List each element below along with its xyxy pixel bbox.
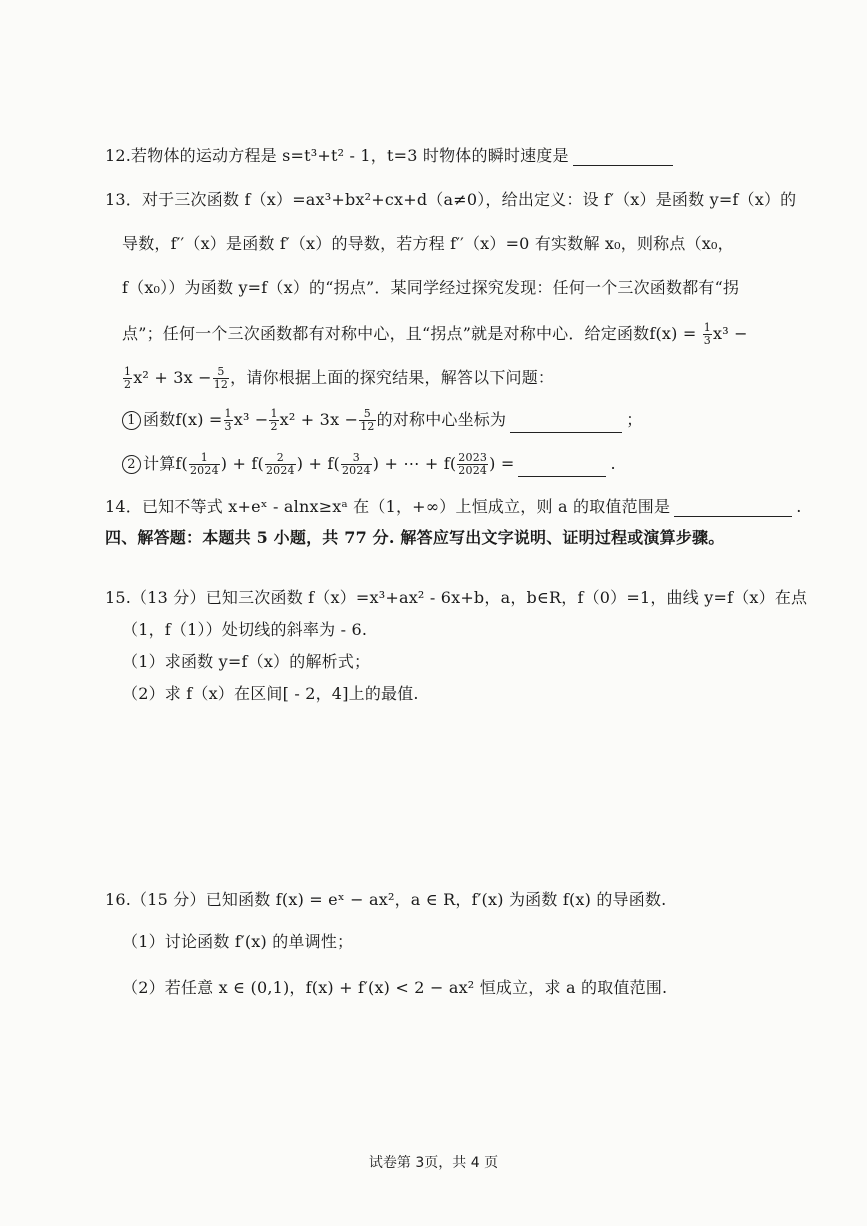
question-13-sub-2 [122,452,616,477]
question-15-part-2: （2）求 f（x）在区间[ - 2，4]上的最值. [122,684,419,703]
question-13-line-4-text: 点”；任何一个三次函数都有对称中心，且“拐点”就是对称中心．给定函数 [122,324,650,343]
punctuation: . [610,454,616,473]
math-expression: ) + f( [296,454,340,473]
math-expression: ) + f( [220,454,264,473]
circled-number: 2 [122,455,141,474]
page-footer: 试卷第 3页，共 4 页 [368,1155,499,1171]
question-16-part-1: （1）讨论函数 f′(x) 的单调性； [122,932,354,951]
question-12 [105,146,677,166]
question-16-part-2: （2）若任意 x ∈ (0,1)，f(x) + f′(x) < 2 − ax² 恒成立，求 a 的取值范围. [122,978,668,997]
question-15-part-1: （1）求函数 y=f（x）的解析式； [122,652,371,671]
question-13-sub-1-text: 的对称中心坐标为 [376,410,507,429]
answer-blank [518,462,606,477]
math-expression: f(x) = [649,324,702,343]
fraction: $\frac{1}{3}$ [224,407,232,433]
math-expression: x³ − [233,410,269,429]
fraction: $\frac{2023}{2024}$ [458,451,488,477]
fraction: $\frac{5}{12}$ [360,407,375,433]
fraction: $\frac{1}{2}$ [270,407,278,433]
math-expression: x³ − [712,324,748,343]
answer-blank [674,502,792,517]
fraction: $\frac{1}{2024}$ [189,451,219,477]
question-12-text: 12.若物体的运动方程是 s=t³+t² - 1，t=3 时物体的瞬时速度是 [105,146,569,165]
fraction: $\frac{5}{12}$ [213,365,229,391]
question-13-line-4 [122,322,748,347]
math-expression: x² + 3x − [279,410,359,429]
math-expression: ) + ⋯ + f( [372,454,457,473]
question-14-text: 14．已知不等式 x+eˣ - alnx≥xᵃ 在（1，+∞）上恒成立，则 a 的取值范围是 [105,497,671,516]
section-heading: 四、解答题：本题共 5 小题，共 77 分. 解答应写出文字说明、证明过程或演算步骤。 [105,528,725,547]
question-13-line-1: 13．对于三次函数 f（x）=ax³+bx²+cx+d（a≠0），给出定义：设 f′（x）是函数 y=f（x）的 [105,190,797,209]
fraction: $\frac{1}{2}$ [124,365,132,391]
circled-number: 1 [122,411,141,430]
math-expression: 计算f( [143,454,188,473]
fraction: $\frac{1}{3}$ [703,321,711,347]
punctuation: ； [626,410,643,429]
question-15-line-2: （1，f（1））处切线的斜率为 - 6. [122,620,368,639]
question-13-line-3: f（x₀））为函数 y=f（x）的“拐点”．某同学经过探究发现：任何一个三次函数都有“拐 [122,278,740,297]
answer-blank [510,418,622,433]
math-expression: ) = [489,454,515,473]
question-13-line-5-text: ，请你根据上面的探究结果，解答以下问题： [230,368,555,387]
question-15-line-1: 15.（13 分）已知三次函数 f（x）=x³+ax² - 6x+b，a，b∈R，f（0）=1，曲线 y=f（x）在点 [105,588,808,607]
question-16-line-1: 16.（15 分）已知函数 f(x) = eˣ − ax²，a ∈ R，f′(x) 为函数 f(x) 的导函数. [105,890,667,909]
punctuation: . [796,497,802,516]
math-expression: x² + 3x − [133,368,212,387]
math-expression: 函数f(x) = [143,410,223,429]
answer-blank [573,151,673,166]
question-14 [105,497,802,517]
question-13-sub-1 [122,408,642,433]
question-13-line-5 [122,366,554,391]
fraction: $\frac{2}{2024}$ [265,451,295,477]
question-13-line-2: 导数，f′′（x）是函数 f′（x）的导数，若方程 f′′（x）=0 有实数解 x₀，则称点（x₀， [122,234,734,253]
fraction: $\frac{3}{2024}$ [341,451,371,477]
